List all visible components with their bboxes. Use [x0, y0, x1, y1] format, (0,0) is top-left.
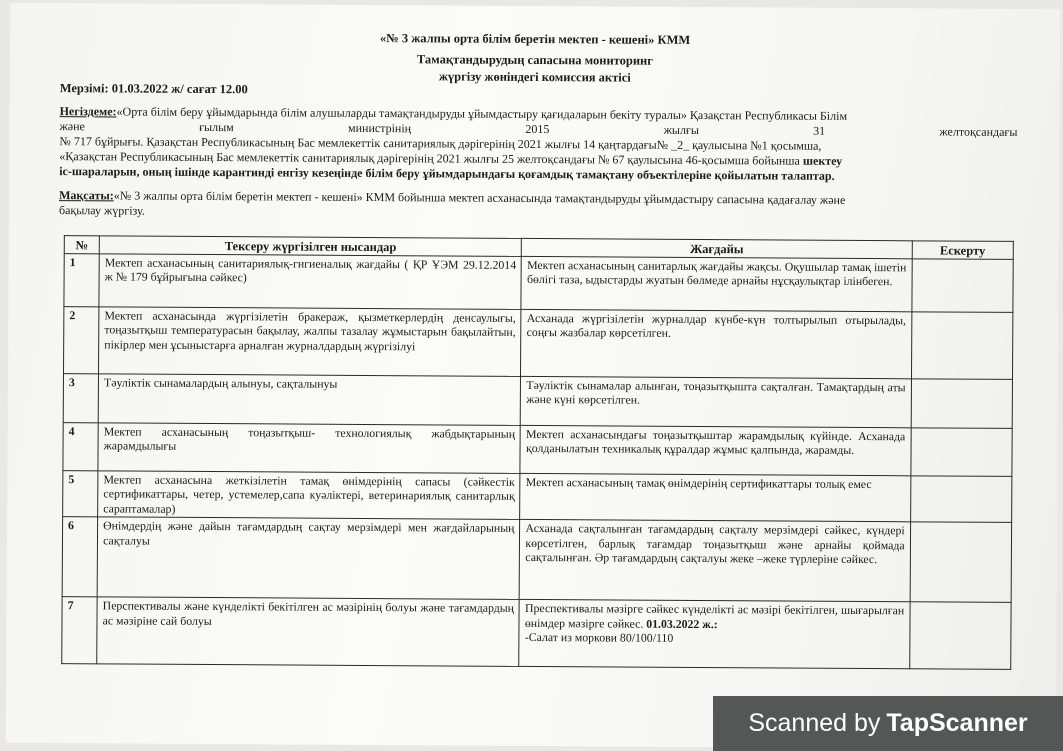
row-state: Асханада жүргізілетін журналдар күнбе-күн толтырылып отырылады, соңғы жазбалар көрсетілген. — [521, 309, 912, 378]
basis-line5: іс-шараларын, оның ішінде карантинді енгізу кезеңінде білім беру ұйымдарындағы қоғамдық тамақтану объектілеріне қойылатын талаптар. — [59, 164, 835, 183]
basis-word: 2015 — [525, 121, 550, 137]
row-state: Мектеп асханасындағы тоңазытқыштар жарамдылық күйінде. Асханада қолданылатын техникалық құралдар жұмыс қалпында, жарамды. — [520, 425, 911, 475]
row-note — [910, 522, 1012, 603]
goal-label: Мақсаты: — [59, 188, 114, 203]
header-state: Жағдайы — [522, 238, 912, 258]
basis-word: ғылым — [199, 119, 234, 135]
basis-line1: «Орта білім беру ұйымдарында білім алушыларды тамақтандыруды ұйымдастыру қағидаларын бекіту туралы» Қазақстан Республикасы Білім — [116, 104, 848, 123]
doc-title-line1: «№ 3 жалпы орта білім беретін мектеп - кешені» КММ — [379, 31, 691, 47]
basis-label: Негіздеме: — [59, 104, 117, 119]
basis-line4: «Қазақстан Республикасының Бас мемлекеттік санитариялық дәрігерінің 2021 жылғы 25 желтоқсандағы № 67 қаулысына 46-қосымша бойынша — [59, 149, 800, 168]
doc-date: Мерзімі: 01.03.2022 ж/ сағат 12.00 — [59, 81, 248, 97]
header-number: № — [64, 236, 99, 254]
inspection-table — [61, 235, 1014, 670]
row-state-date: 01.03.2022 ж.: — [646, 616, 718, 631]
row-object: Перспективалы және күнделікті бекітілген ас мәзірінің болуы және тағамдардың ас мәзіріне сай болуы — [97, 597, 520, 667]
basis-word: министрінің — [347, 120, 412, 136]
row-object: Тәуліктік сынамалардың алынуы, сақталынуы — [98, 373, 521, 425]
row-note — [911, 427, 1013, 476]
row-object: Мектеп асханасының санитариялық-гигиеналық жағдайы ( ҚР ҰЭМ 29.12.2014 ж № 179 бұйрығына сәйкес) — [99, 253, 522, 309]
basis-word: желтоқсандағы — [939, 124, 1018, 139]
row-note — [910, 475, 1012, 522]
doc-title-line3: жүргізу жөніндегі комиссия актісі — [438, 69, 631, 85]
row-number: 1 — [64, 253, 99, 306]
table-row — [64, 306, 1013, 379]
row-note — [911, 311, 1013, 379]
header-note: Ескерту — [912, 241, 1013, 259]
doc-title-line2: Тамақтандырудың сапасына мониторинг — [416, 52, 653, 68]
basis-line4-bold: шектеу — [802, 153, 843, 168]
row-number: 6 — [62, 517, 98, 597]
row-number: 5 — [63, 470, 98, 517]
basis-word: және — [59, 119, 85, 134]
row-note — [909, 602, 1011, 670]
row-number: 4 — [63, 422, 98, 470]
row-note — [911, 378, 1013, 428]
row-state: Мектеп асханасының санитарлық жағдайы жақсы. Оқушылар тамақ ішетін бөлігі таза, ыдыстарды жуатын бөлмеде арнайы нұсқаулықтар ілінбеген. — [521, 256, 912, 311]
row-state-menu-item: -Салат из моркови 80/100/110 — [524, 629, 674, 645]
row-object: Өнімдердің және дайын тағамдардың сақтау мерзімдері мен жағдайларының сақталуы — [97, 517, 520, 600]
basis-paragraph — [59, 104, 1017, 185]
row-number: 2 — [64, 306, 100, 373]
row-state-text: Преспективалы мәзірге сәйкес күнделікті ас мәзірі бекітілген, шығарылған өнімдер мәзірге сәйкес. — [524, 600, 905, 631]
row-number: 7 — [62, 597, 98, 664]
table-row — [62, 597, 1011, 670]
table-row — [63, 373, 1012, 428]
header-object: Тексеру жүргізілген нысандар — [99, 236, 521, 256]
basis-word: 31 — [813, 123, 826, 138]
basis-word: жылғы — [663, 122, 699, 138]
watermark-prefix: Scanned by — [748, 709, 881, 737]
table-row — [64, 253, 1013, 312]
goal-line2: бақылау жүргізу. — [58, 203, 145, 218]
goal-paragraph — [59, 188, 1017, 224]
basis-line3: № 717 бұйрығы. Қазақстан Республикасының Бас мемлекеттік санитариялық дәрігерінің 2021 жылғы 14 қаңтардағы№ _2_ қаулысына №1 қосымша, — [59, 134, 822, 153]
row-state — [519, 599, 910, 668]
row-state: Асханада сақталынған тағамдардың сақталу мерзімдері сәйкес, күндері көрсетілген, барлық тағамдар тоңазытқыш және арнайы қоймада сақталынған. Әр тағамдардың сақталуы жеке –жеке түрлеріне сәйкес. — [520, 519, 911, 601]
watermark-brand: TapScanner — [886, 709, 1028, 737]
goal-line1: «№ 3 жалпы орта білім беретін мектеп - кешені» КММ бойынша мектеп асханасында тамақтандыруды ұйымдастыру сапасына қадағалау және — [113, 188, 846, 207]
scanner-watermark — [713, 696, 1063, 751]
row-object: Мектеп асханасының тоңазытқыш- технологиялық жабдықтарының жарамдылығы — [98, 422, 521, 473]
row-state: Тәуліктік сынамалар алынған, тоңазытқышта сақталған. Тамақтардың аты және күні көрсетілген. — [521, 376, 912, 427]
row-number: 3 — [63, 373, 98, 422]
row-object: Мектеп асханасында жүргізілетін бракераж, қызметкерлердің денсаулығы, тоңазытқыш температурасын бақылау, жалпы тазалау жұмыстарын бақылайтын, пікірлер мен ұсыныстарға арналған журналдардың жүргізілуі — [99, 306, 522, 376]
row-note — [912, 258, 1014, 312]
document-page — [6, 3, 1061, 749]
row-state: Мектеп асханасының тамақ өнімдерінің сертификаттары толық емес — [520, 473, 910, 522]
table-row — [62, 517, 1011, 603]
table-row — [63, 422, 1012, 476]
table-row — [63, 470, 1012, 522]
row-object: Мектеп асханасына жеткізілетін тамақ өнімдерінің сапасы (сәйкестік сертификаттары, четер, устемелер,сапа куәліктері, ветеринариялық санитарлық сараптамалар) — [98, 470, 521, 519]
